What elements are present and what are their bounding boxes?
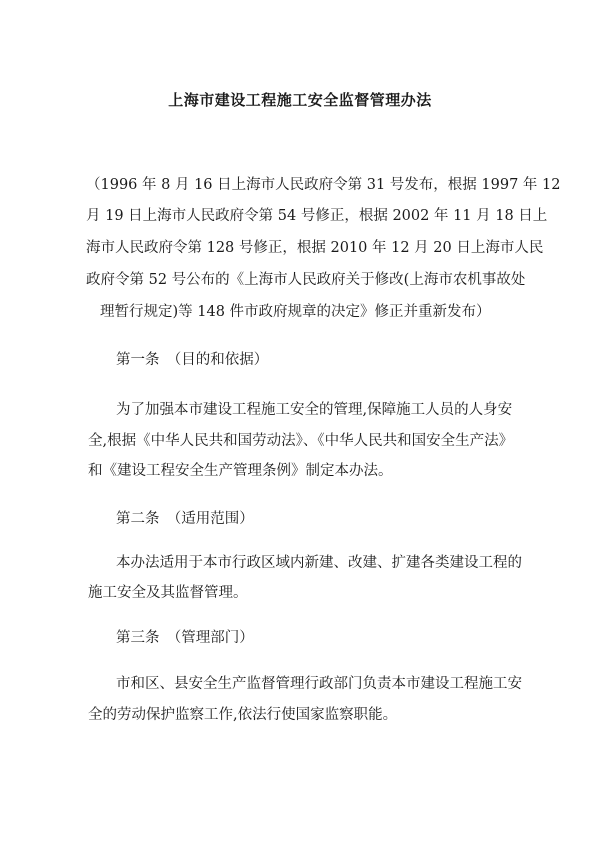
article-1-line: 全,根据《中华人民共和国劳动法》、《中华人民共和国安全生产法》 <box>88 433 514 449</box>
article-3-line: 全的劳动保护监察工作,依法行使国家监察职能。 <box>88 707 398 723</box>
article-2-heading: 第二条 （适用范围） <box>116 511 254 527</box>
article-1-line: 为了加强本市建设工程施工安全的管理,保障施工人员的人身安 <box>116 402 513 418</box>
article-3-line: 市和区、县安全生产监督管理行政部门负责本市建设工程施工安 <box>116 676 522 692</box>
preamble-line: 月 19 日上海市人民政府令第 54 号修正，根据 2002 年 11 月 18 日上 <box>86 208 548 224</box>
preamble-line: 海市人民政府令第 128 号修正，根据 2010 年 12 月 20 日上海市人民 <box>86 240 544 256</box>
article-2-line: 施工安全及其监督管理。 <box>88 585 248 601</box>
preamble-line: 理暂行规定)等 148 件市政府规章的决定》修正并重新发布） <box>100 304 491 320</box>
article-1-heading: 第一条 （目的和依据） <box>116 352 269 368</box>
article-1-line: 和《建设工程安全生产管理条例》制定本办法。 <box>88 463 393 479</box>
document-title: 上海市建设工程施工安全监督管理办法 <box>168 91 432 109</box>
preamble-line: 政府令第 52 号公布的《上海市人民政府关于修改(上海市农机事故处 <box>86 272 526 288</box>
preamble-line: （1996 年 8 月 16 日上海市人民政府令第 31 号发布，根据 1997 年 12 <box>86 177 561 193</box>
article-2-line: 本办法适用于本市行政区域内新建、改建、扩建各类建设工程的 <box>116 555 522 571</box>
article-3-heading: 第三条 （管理部门） <box>116 630 254 646</box>
